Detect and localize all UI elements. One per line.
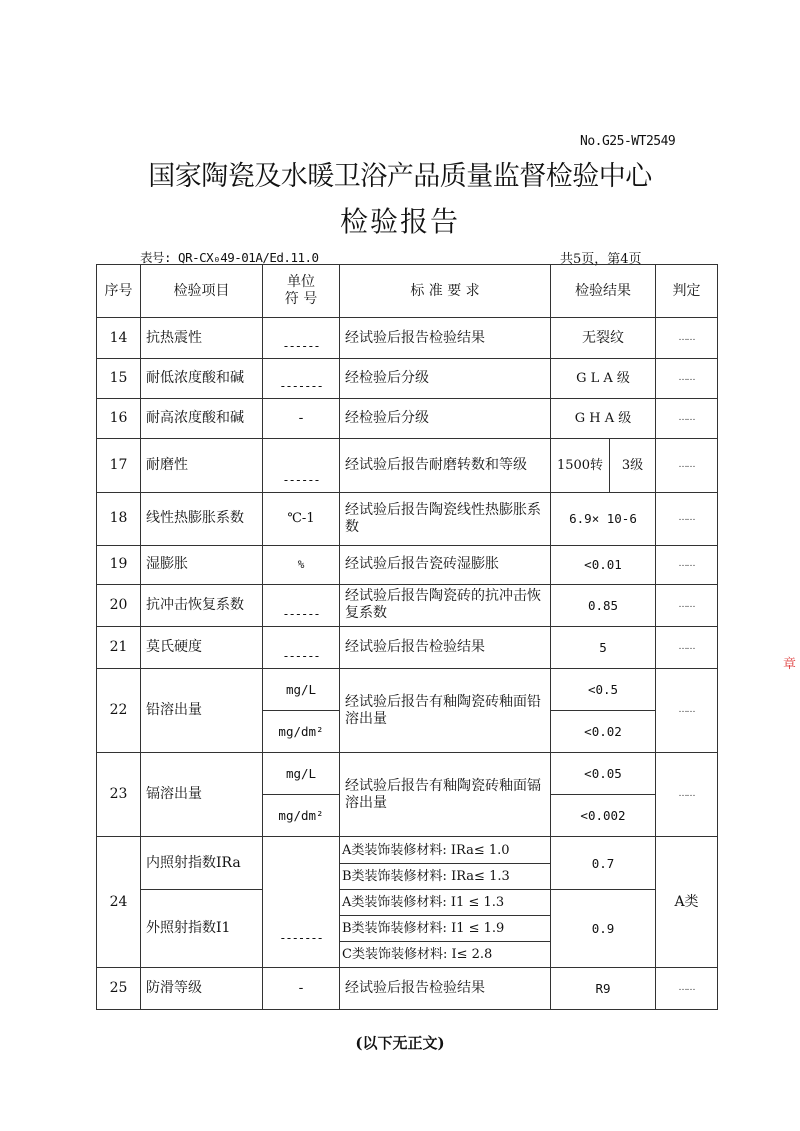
wear-grade: 3级 [621,458,644,473]
judgement: …… [656,439,718,492]
test-result: 无裂纹 [551,318,656,359]
row-number: 24 [97,837,141,967]
col-header-seq: 序号 [97,265,141,318]
standard-requirement: 经试验后报告瓷砖湿膨胀 [340,545,551,584]
table-row [97,359,718,399]
judgement: …… [656,626,718,668]
standard-requirement: A类装饰装修材料: IRa≤ 1.0 [340,837,551,863]
table-row [97,889,718,915]
standard-requirement: C类装饰装修材料: I≤ 2.8 [340,941,551,967]
judgement: …… [656,399,718,439]
unit-symbol: ------- [263,837,340,967]
judgement: …… [656,753,718,837]
test-result: 6.9× 10-6 [551,492,656,545]
judgement: …… [656,967,718,1009]
item-name: 线性热膨胀系数 [141,492,263,545]
col-header-standard: 标 准 要 求 [340,265,551,318]
item-name: 抗冲击恢复系数 [141,584,263,626]
standard-requirement: 经试验后报告检验结果 [340,626,551,668]
table-row [97,967,718,1009]
judgement: …… [656,492,718,545]
standard-requirement: 经检验后分级 [340,399,551,439]
row-number: 20 [97,584,141,626]
page-info: 共5页，第4页 [560,252,642,267]
unit-symbol: ------ [263,584,340,626]
standard-requirement: 经试验后报告陶瓷砖的抗冲击恢复系数 [340,584,551,626]
test-result [551,439,656,492]
form-number: 表号: QR-CX₀49-01A/Ed.11.0 [140,250,319,265]
judgement: A类 [656,837,718,967]
item-name: 外照射指数I1 [141,889,263,967]
table-row [97,584,718,626]
col-header-result: 检验结果 [551,265,656,318]
item-name: 莫氏硬度 [141,626,263,668]
judgement: …… [656,318,718,359]
standard-requirement: A类装饰装修材料: I1 ≤ 1.3 [340,889,551,915]
item-name: 内照射指数IRa [141,837,263,889]
table-row [97,753,718,795]
test-result: 5 [551,626,656,668]
row-number: 22 [97,669,141,753]
unit-symbol: - [263,967,340,1009]
col-header-item: 检验项目 [141,265,263,318]
standard-requirement: 经试验后报告检验结果 [340,967,551,1009]
table-row [97,399,718,439]
test-result: <0.05 [551,753,656,795]
judgement: …… [656,584,718,626]
row-number: 21 [97,626,141,668]
seal-fragment: 章 [783,657,797,672]
table-row [97,318,718,359]
item-name: 抗热震性 [141,318,263,359]
item-name: 防滑等级 [141,967,263,1009]
item-name: 耐低浓度酸和碱 [141,359,263,399]
item-name: 耐高浓度酸和碱 [141,399,263,439]
judgement: …… [656,359,718,399]
end-of-text-note: (以下无正文) [355,1034,445,1052]
row-number: 19 [97,545,141,584]
standard-requirement: 经试验后报告耐磨转数和等级 [340,439,551,492]
test-result: <0.5 [551,669,656,711]
wear-revolutions: 1500转 [551,439,610,491]
table-row [97,626,718,668]
report-number: No.G25-WT2549 [580,134,676,149]
table-header-row [97,265,718,318]
test-result: 0.9 [551,889,656,967]
test-result: 0.85 [551,584,656,626]
table-row [97,837,718,863]
unit-symbol: ------ [263,318,340,359]
unit-symbol: % [263,545,340,584]
unit-symbol: mg/L [263,753,340,795]
unit-symbol: mg/L [263,669,340,711]
standard-requirement: 经检验后分级 [340,359,551,399]
unit-symbol: ------ [263,626,340,668]
row-number: 16 [97,399,141,439]
test-result: 0.7 [551,837,656,889]
row-number: 25 [97,967,141,1009]
unit-symbol: ℃-1 [263,492,340,545]
inspection-table [96,264,718,1010]
organization-name: 国家陶瓷及水暖卫浴产品质量监督检验中心 [148,161,652,192]
test-result: R9 [551,967,656,1009]
item-name: 耐磨性 [141,439,263,492]
table-row [97,669,718,711]
table-row [97,492,718,545]
test-result: <0.01 [551,545,656,584]
report-title: 检验报告 [339,205,460,238]
unit-header-line2: 符 号 [284,291,318,308]
row-number: 15 [97,359,141,399]
standard-requirement: 经试验后报告陶瓷线性热膨胀系数 [340,492,551,545]
standard-requirement: B类装饰装修材料: I1 ≤ 1.9 [340,915,551,941]
row-number: 17 [97,439,141,492]
row-number: 23 [97,753,141,837]
row-number: 14 [97,318,141,359]
item-name: 湿膨胀 [141,545,263,584]
col-header-unit [263,265,340,318]
unit-symbol: - [263,399,340,439]
item-name: 铅溶出量 [141,669,263,753]
item-name: 镉溶出量 [141,753,263,837]
unit-symbol: ------ [263,439,340,492]
unit-header-line1: 单位 [287,274,315,291]
standard-requirement: 经试验后报告有釉陶瓷砖釉面镉溶出量 [340,753,551,837]
unit-symbol: ------- [263,359,340,399]
unit-symbol: mg/dm² [263,795,340,837]
judgement: …… [656,669,718,753]
standard-requirement: B类装饰装修材料: IRa≤ 1.3 [340,863,551,889]
standard-requirement: 经试验后报告有釉陶瓷砖釉面铅溶出量 [340,669,551,753]
standard-requirement: 经试验后报告检验结果 [340,318,551,359]
test-result: G H A 级 [551,399,656,439]
col-header-judgement: 判定 [656,265,718,318]
test-result: G L A 级 [551,359,656,399]
test-result: <0.002 [551,795,656,837]
test-result: <0.02 [551,711,656,753]
judgement: …… [656,545,718,584]
table-row [97,439,718,492]
row-number: 18 [97,492,141,545]
unit-symbol: mg/dm² [263,711,340,753]
table-row [97,545,718,584]
